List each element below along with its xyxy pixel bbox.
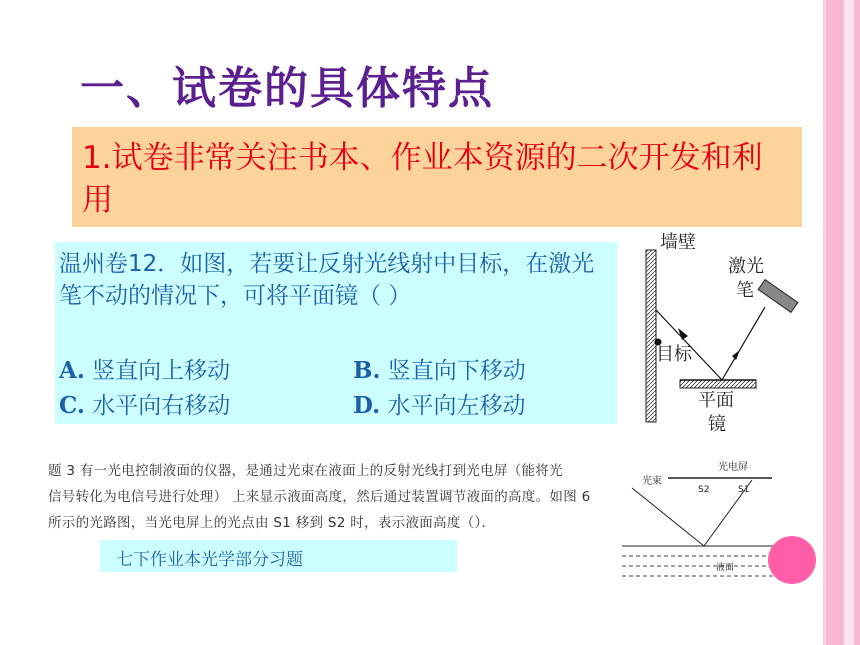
option-b xyxy=(353,352,526,385)
incoming-beam xyxy=(632,488,704,546)
subtitle-text: 1.试卷非常关注书本、作业本资源的二次开发和利用 xyxy=(82,140,763,218)
option-d xyxy=(353,387,525,420)
question-box xyxy=(55,242,617,424)
edge-stripe-gap xyxy=(844,0,854,645)
liquid-level-diagram xyxy=(612,458,796,588)
caption-box xyxy=(100,540,457,572)
beam-label: 光束 xyxy=(642,476,662,487)
liquid-level-svg xyxy=(612,458,796,588)
mirror-label-1: 平面 xyxy=(698,390,734,411)
slide-title: 一、试卷的具体特点 xyxy=(80,63,494,114)
option-a xyxy=(59,352,230,385)
s2-label: S2 xyxy=(698,485,710,495)
laser-label-1: 激光 xyxy=(728,256,764,277)
scanned-line-2: 信号转化为电信号进行处理） 上来显示液面高度，然后通过装置调节液面的高度。如图 6 xyxy=(48,489,591,505)
subtitle-box xyxy=(72,127,802,227)
scanned-line-1: 题 3 有一光电控制液面的仪器，是通过光束在液面上的反射光线打到光电屏（能将光 xyxy=(48,463,563,479)
wall-label: 墙壁 xyxy=(660,232,696,253)
screen-label: 光电屏 xyxy=(718,462,748,473)
wall-shape xyxy=(646,250,656,422)
liquid-label: 液面 xyxy=(716,563,735,573)
option-b-text: 竖直向下移动 xyxy=(380,358,526,384)
option-a-text: 竖直向上移动 xyxy=(84,358,231,384)
reflected-beam xyxy=(704,480,752,546)
mirror-label-2: 镜 xyxy=(708,414,726,435)
reflected-arrow xyxy=(678,328,688,340)
laser-label-2: 笔 xyxy=(736,280,754,301)
caption-text: 七下作业本光学部分习题 xyxy=(116,550,303,570)
option-d-text: 水平向左移动 xyxy=(380,393,526,419)
option-c-letter: C. xyxy=(59,392,85,419)
option-b-letter: B. xyxy=(353,357,381,384)
scanned-line-3: 所示的光路图，当光电屏上的光点由 S1 移到 S2 时，表示液面高度（）． xyxy=(48,515,496,531)
incident-ray xyxy=(722,307,765,380)
option-a-letter: A. xyxy=(59,357,85,384)
edge-stripe-outer xyxy=(854,0,860,645)
s1-label: S1 xyxy=(738,485,750,495)
target-label: 目标 xyxy=(656,344,692,365)
question-stem: 温州卷12．如图，若要让反射光线射中目标，在激光笔不动的情况下，可将平面镜（ ） xyxy=(59,251,595,309)
option-c xyxy=(59,387,230,420)
edge-stripe-inner xyxy=(826,0,844,645)
edge-stripe-line xyxy=(823,0,826,645)
decorative-circle xyxy=(768,536,816,584)
option-d-letter: D. xyxy=(353,392,381,419)
scanned-question xyxy=(48,455,608,535)
option-c-text: 水平向右移动 xyxy=(84,393,231,419)
incident-arrow xyxy=(732,350,740,360)
mirror-shape xyxy=(680,380,756,388)
mirror-diagram xyxy=(630,232,810,442)
